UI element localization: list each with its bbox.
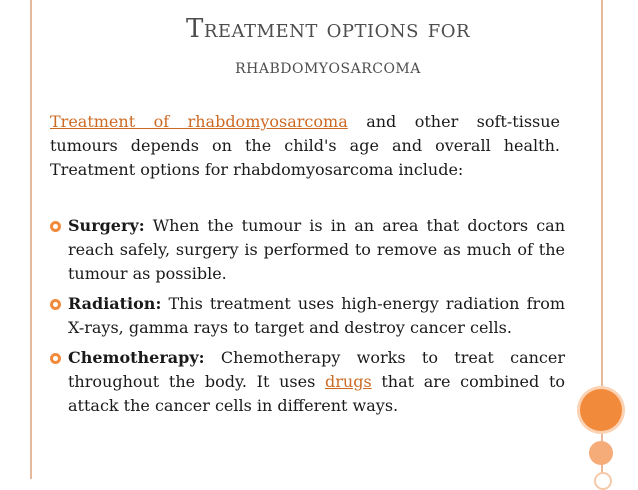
slide-title-line2: rhabdomyosarcoma (235, 54, 421, 78)
slide-title (118, 12, 538, 86)
term-radiation: Radiation: (68, 294, 162, 313)
list-item-chemotherapy (50, 346, 565, 418)
chemotherapy-text-before: Chemotherapy works to treat cancer throughout the body. It uses (68, 348, 565, 391)
decorative-circle-small (589, 441, 613, 465)
surgery-text: When the tumour is in an area that doctors can reach safely, surgery is performed to remove as much of the tumour as possible. (68, 216, 565, 283)
bullet-icon (50, 221, 61, 232)
list-item-surgery (50, 214, 565, 286)
decorative-circle-large (580, 389, 622, 431)
drugs-link[interactable]: drugs (325, 372, 372, 391)
term-chemotherapy: Chemotherapy: (68, 348, 205, 367)
bullet-icon (50, 299, 61, 310)
list-item-radiation (50, 292, 565, 340)
radiation-text: This treatment uses high-energy radiation from X-rays, gamma rays to target and destroy cancer cells. (68, 294, 565, 337)
left-decorative-line (30, 0, 32, 479)
decorative-circle-ring (594, 472, 612, 490)
bullet-icon (50, 353, 61, 364)
chemotherapy-text-after: that are combined to attack the cancer cells in different ways. (68, 372, 566, 415)
term-surgery: Surgery: (68, 216, 145, 235)
slide-title-line1: Treatment options for (185, 14, 471, 44)
treatment-list (50, 214, 565, 424)
intro-paragraph (50, 110, 560, 182)
intro-text: and other soft-tissue tumours depends on the child's age and overall health. Treatment options for rhabdomyosarcoma include: (50, 112, 561, 179)
treatment-link[interactable]: Treatment of rhabdomyosarcoma (50, 112, 348, 131)
